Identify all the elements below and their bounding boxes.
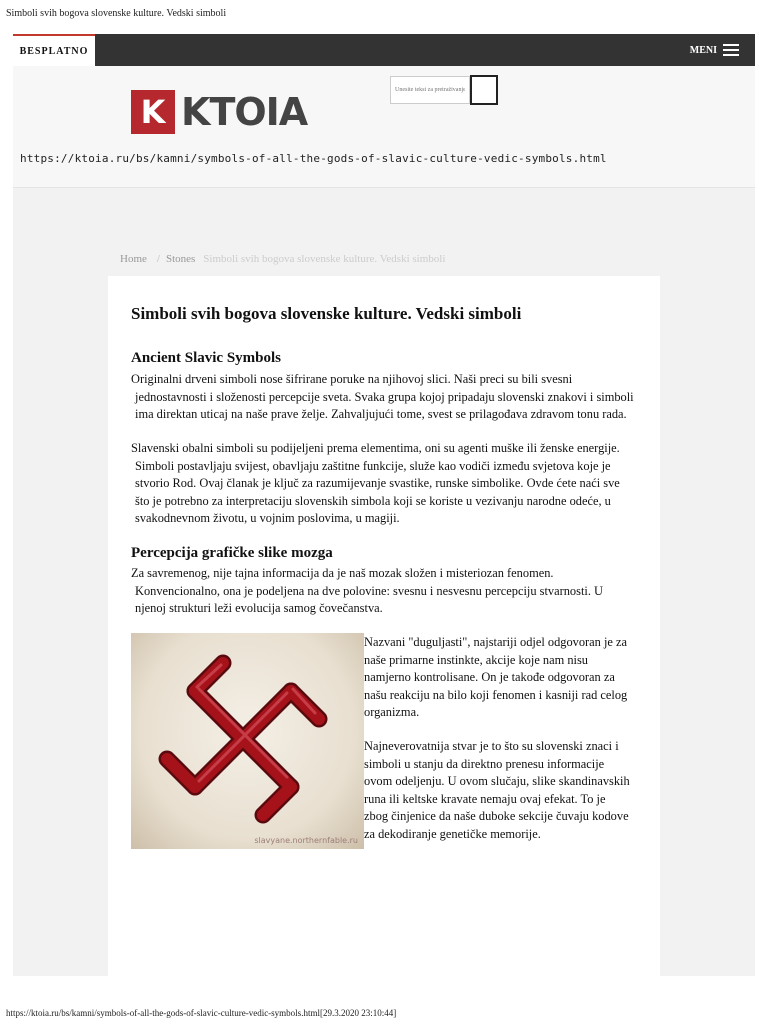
- paragraph-line: ovom odeljenju. U ovom slučaju, slike skandinavskih: [364, 774, 630, 789]
- paragraph-2: [131, 440, 641, 528]
- page-frame: [13, 34, 755, 976]
- side-paragraph-1: [364, 634, 639, 722]
- print-page-title: Simboli svih bogova slovenske kulture. Vedski simboli: [6, 8, 227, 19]
- slavic-symbol-image: [131, 633, 364, 849]
- section-heading-ancient-symbols: Ancient Slavic Symbols: [131, 350, 282, 366]
- breadcrumb-category[interactable]: Stones: [165, 253, 196, 265]
- paragraph-line: organizma.: [364, 705, 420, 720]
- free-tab[interactable]: BESPLATNO: [13, 34, 95, 66]
- top-navigation-bar: [13, 34, 755, 66]
- side-paragraph-2: [364, 738, 639, 844]
- page-url: https://ktoia.ru/bs/kamni/symbols-of-all-the-gods-of-slavic-culture-vedic-symbols.html: [20, 152, 607, 165]
- print-footer-url: https://ktoia.ru/bs/kamni/symbols-of-all-the-gods-of-slavic-culture-vedic-symbols.html[29.3.2020 23:10:44]: [6, 1008, 397, 1018]
- article-card: [108, 276, 660, 976]
- site-header: [13, 66, 755, 188]
- section-heading-brain-perception: Percepcija grafičke slike mozga: [131, 545, 333, 561]
- paragraph-line: naše primarne instinkte, akcije koje nam nisu: [364, 652, 588, 667]
- menu-label: MENI: [689, 44, 717, 56]
- swastika-symbol-icon: [131, 633, 364, 849]
- paragraph-line: zbog činjenice da naše duboke sekcije čuvaju kodove: [364, 809, 629, 824]
- search-icon[interactable]: [470, 75, 498, 105]
- logo-mark: K: [131, 90, 175, 134]
- hamburger-icon: [723, 44, 739, 56]
- breadcrumb: [120, 253, 445, 265]
- paragraph-line: runa ili keltske kravate nemaju ovaj efekat. To je: [364, 791, 606, 806]
- menu-button[interactable]: [690, 34, 739, 66]
- paragraph-line: stvorio Rod. Ovaj članak je ključ za razumijevanje svastike, runske simbolike. Ovde ćete naći sve: [135, 476, 620, 491]
- paragraph-line: Za savremenog, nije tajna informacija da je naš mozak složen i misteriozan fenomen.: [131, 566, 554, 580]
- paragraph-line: za dekodiranje genetičke memorije.: [364, 826, 541, 841]
- paragraph-line: Slavenski obalni simboli su podijeljeni prema elementima, oni su agenti muške ili ženske energije.: [131, 441, 620, 455]
- paragraph-line: namjerno kontrolisane. On je takođe odgovoran za: [364, 670, 615, 685]
- breadcrumb-current: Simboli svih bogova slovenske kulture. Vedski simboli: [203, 253, 446, 265]
- paragraph-line: što je potrebno za interpretaciju slovenskih simbola koji se koriste u vezivanju narodne odeće, u: [135, 493, 611, 508]
- breadcrumb-home[interactable]: Home: [120, 253, 147, 265]
- paragraph-line: svakodnevnom životu, u vojnim poslovima, u magiji.: [135, 511, 400, 526]
- paragraph-line: simboli u stanju da direktno prenesu informacije: [364, 756, 605, 771]
- logo-text: KTOIA: [181, 90, 308, 134]
- paragraph-line: Nazvani "duguljasti", najstariji odjel odgovoran je za: [364, 635, 628, 649]
- search-input[interactable]: [390, 76, 470, 104]
- search-form: [390, 76, 498, 105]
- paragraph-line: našu reakciju na bilo koji fenomen i kasniji rad celog: [364, 687, 628, 702]
- image-caption: slavyane.northernfable.ru: [254, 836, 358, 845]
- paragraph-line: Originalni drveni simboli nose šifrirane poruke na njihovoj slici. Naši preci su bili svesni: [131, 372, 573, 386]
- paragraph-line: Simboli postavljaju svijest, obavljaju zaštitne funkcije, služe kao vodiči između svjetova koje je: [135, 458, 611, 473]
- site-logo[interactable]: [131, 90, 307, 134]
- paragraph-line: njenoj strukturi leži evolucija samog čovečanstva.: [135, 601, 383, 616]
- article-title: Simboli svih bogova slovenske kulture. Vedski simboli: [131, 304, 522, 323]
- paragraph-1: [131, 371, 641, 424]
- paragraph-line: Najneverovatnija stvar je to što su slovenski znaci i: [364, 739, 619, 753]
- paragraph-line: ima direktan uticaj na naše prave želje. Zahvaljujući tome, svest se prilagođava zdravom tonu rada.: [135, 407, 627, 422]
- paragraph-line: Konvencionalno, ona je podeljena na dve polovine: svesnu i nesvesnu percepciju stvarnosti. U: [135, 583, 603, 598]
- paragraph-line: jednostavnosti i složenosti percepcije sveta. Svaka grupa kojoj pripadaju slovenski znakovi i simboli: [135, 389, 634, 404]
- breadcrumb-separator: /: [156, 253, 160, 265]
- paragraph-3: [131, 565, 641, 618]
